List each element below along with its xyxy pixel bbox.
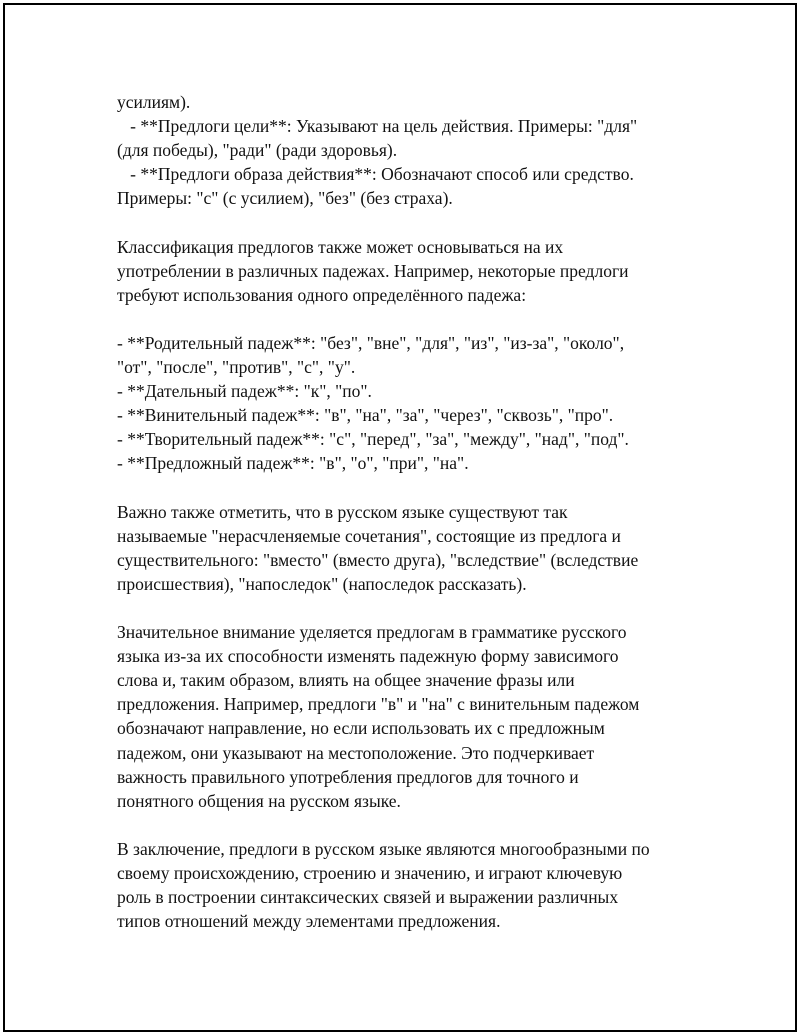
text-line: слова и, таким образом, влиять на общее значение фразы или <box>117 670 575 691</box>
text-line: происшествия), "напоследок" (напоследок рассказать). <box>117 573 527 594</box>
paragraph-spacer <box>117 813 697 837</box>
list-item-continuation: "от", "после", "против", "с", "у". <box>117 357 356 378</box>
text-line: - **Предлоги образа действия**: Обозначают способ или средство. <box>117 164 634 185</box>
document-body <box>117 90 697 933</box>
text-line: - **Предлоги цели**: Указывают на цель действия. Примеры: "для" <box>117 116 638 137</box>
text-line: называемые "нерасчленяемые сочетания", состоящие из предлога и <box>117 525 621 546</box>
paragraph-spacer <box>117 476 697 500</box>
text-line: Классификация предлогов также может основываться на их <box>117 236 564 257</box>
text-line: понятного общения на русском языке. <box>117 790 401 811</box>
text-line: Примеры: "с" (с усилием), "без" (без страха). <box>117 188 453 209</box>
text-line: падежом, они указывают на местоположение. Это подчеркивает <box>117 742 595 763</box>
text-line: существительного: "вместо" (вместо друга), "вследствие" (вследствие <box>117 549 639 570</box>
text-line: усилиям). <box>117 92 191 112</box>
text-line: важность правильного употребления предлогов для точного и <box>117 766 579 787</box>
paragraph <box>117 837 697 933</box>
list-item: - **Винительный падеж**: "в", "на", "за", "через", "сквозь", "про". <box>117 405 614 426</box>
text-line: (для победы), "ради" (ради здоровья). <box>117 140 398 161</box>
text-line: Важно также отметить, что в русском языке существуют так <box>117 501 568 522</box>
paragraph-spacer <box>117 210 697 234</box>
text-line: роль в построении синтаксических связей и выражении различных <box>117 887 619 908</box>
text-line: требуют использования одного определённого падежа: <box>117 284 527 305</box>
paragraph <box>117 500 697 596</box>
text-line: В заключение, предлоги в русском языке являются многообразными по <box>117 838 650 859</box>
case-list <box>117 331 697 476</box>
list-item: - **Творительный падеж**: "с", "перед", "за", "между", "над", "под". <box>117 429 629 450</box>
text-line: своему происхождению, строению и значению, и играют ключевую <box>117 863 623 883</box>
text-line: языка из-за их способности изменять падежную форму зависимого <box>117 646 619 667</box>
paragraph-spacer <box>117 307 697 331</box>
paragraph <box>117 620 697 813</box>
text-line: употреблении в различных падежах. Например, некоторые предлоги <box>117 260 629 281</box>
list-item: - **Предложный падеж**: "в", "о", "при", "на". <box>117 453 469 474</box>
paragraph-spacer <box>117 596 697 620</box>
text-line: предложения. Например, предлоги "в" и "на" с винительным падежом <box>117 694 640 715</box>
paragraph <box>117 235 697 307</box>
text-line: обозначают направление, но если использовать их с предложным <box>117 718 605 739</box>
paragraph <box>117 90 697 210</box>
list-item: - **Родительный падеж**: "без", "вне", "для", "из", "из-за", "около", <box>117 332 625 353</box>
text-line: Значительное внимание уделяется предлогам в грамматике русского <box>117 622 627 643</box>
text-line: типов отношений между элементами предложения. <box>117 911 501 932</box>
list-item: - **Дательный падеж**: "к", "по". <box>117 381 372 402</box>
